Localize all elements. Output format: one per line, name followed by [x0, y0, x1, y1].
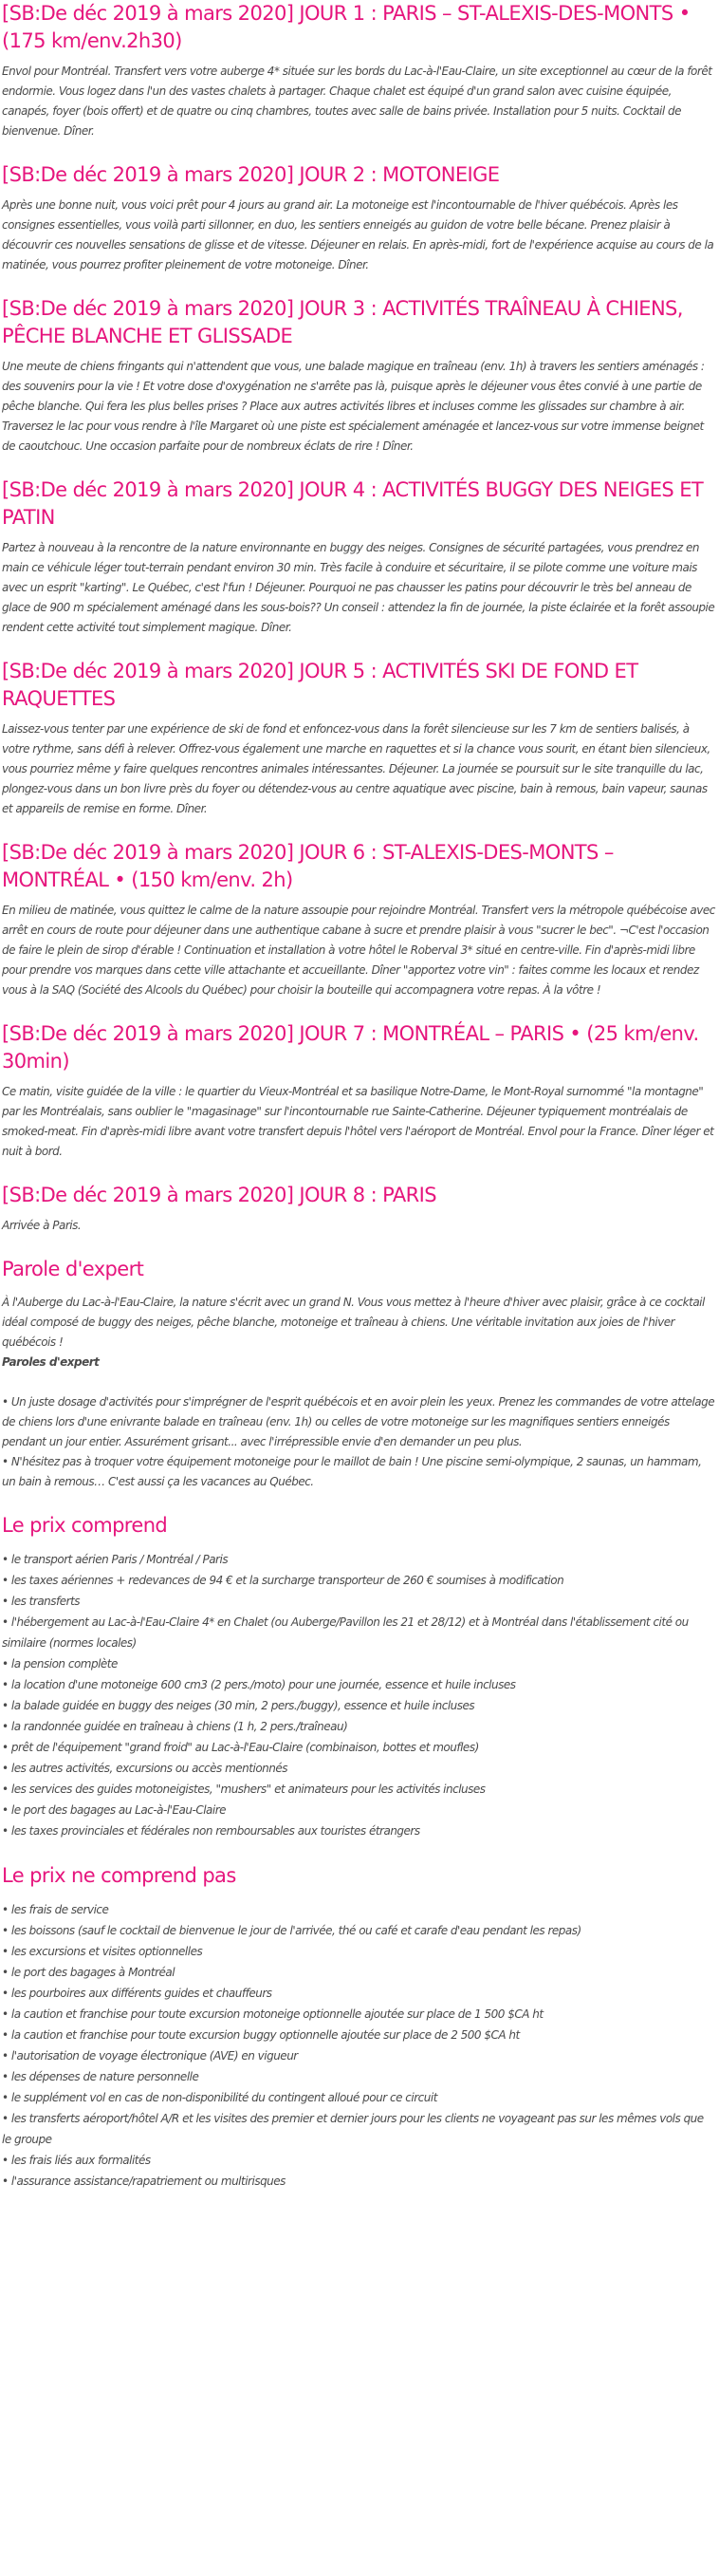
- day-5-text: Laissez-vous tenter par une expérience de ski de fond et enfoncez-vous dans la forêt silencieuse sur les 7 km de sentiers balisés, à votre rythme, sans défi à relever. Offrez-vous également une marche en raquettes et si la chance vous sourit, en étant bien silencieux, vous pourriez même y faire quelques rencontres animales intéressantes. Déjeuner. La journée se poursuit sur le site tranquille du lac, plongez-vous dans un bon livre près du foyer ou détendez-vous au centre aquatique avec piscine, bain à remous, bain vapeur, saunas et appareils de remise en forme. Dîner.: [2, 722, 710, 815]
- included-item: • les taxes provinciales et fédérales non remboursables aux touristes étrangers: [2, 1824, 420, 1838]
- day-3-text: Une meute de chiens fringants qui n'attendent que vous, une balade magique en traîneau (env. 1h) à travers les sentiers aménagés : des souvenirs pour la vie ! Et votre dose d'oxygénation ne s'arrête pas là, puisque après le déjeuner vous êtes convié à une partie de pêche blanche. Qui fera les plus belles prises ? Place aux autres activités libres et incluses comme les glissades sur chambre à air. Traversez le lac pour vous rendre à l'île Margaret où une piste est spécialement aménagée et lancez-vous sur votre immense beignet de caoutchouc. Une occasion parfaite pour de nombreux éclats de rire ! Dîner.: [2, 360, 705, 453]
- excluded-item: • le port des bagages à Montréal: [2, 1966, 175, 1979]
- excluded-item: • les transferts aéroport/hôtel A/R et les visites des premier et dernier jours pour les clients ne voyageant pas sur les mêmes vols que le groupe: [2, 2112, 704, 2146]
- excluded-item: • les frais liés aux formalités: [2, 2154, 151, 2167]
- expert-intro: À l'Auberge du Lac-à-l'Eau-Claire, la nature s'écrit avec un grand N. Vous vous mettez à l'heure d'hiver avec plaisir, grâce à ce cocktail idéal composé de buggy des neiges, pêche blanche, motoneige et traîneau à chiens. Une véritable invitation aux joies de l'hiver québécois !: [2, 1296, 705, 1349]
- day-6-text: En milieu de matinée, vous quittez le calme de la nature assoupie pour rejoindre Montréal. Transfert vers la métropole québécoise avec arrêt en cours de route pour déjeuner dans une authentique cabane à sucre et prendre plaisir à vous "sucrer le bec". ¬C'est l'occasion de faire le plein de sirop d'érable ! Continuation et installation à votre hôtel le Roberval 3* situé en centre-ville. Fin d'après-midi libre pour prendre vos marques dans cette ville attachante et accueillante. Dîner "apportez votre vin" : faites comme les locaux et rendez vous à la SAQ (Société des Alcools du Québec) pour choisir la bouteille qui accompagnera votre repas. À la vôtre !: [2, 904, 715, 997]
- day-4-title: [SB:De déc 2019 à mars 2020] JOUR 4 : ACTIVITÉS BUGGY DES NEIGES ET PATIN: [2, 478, 704, 529]
- expert-spacer: [2, 1372, 715, 1392]
- day-7-text: Ce matin, visite guidée de la ville : le quartier du Vieux-Montréal et sa basilique Notre-Dame, le Mont-Royal surnommé "la montagne" par les Montréalais, sans oublier le "magasinage" sur l'incontournable rue Sainte-Catherine. Déjeuner typiquement montréalais de smoked-meat. Fin d'après-midi libre avant votre transfert depuis l'hôtel vers l'aéroport de Montréal. Envol pour la France. Dîner léger et nuit à bord.: [2, 1085, 714, 1158]
- excluded-item: • l'assurance assistance/rapatriement ou multirisques: [2, 2175, 286, 2188]
- included-item: • l'hébergement au Lac-à-l'Eau-Claire 4* en Chalet (ou Auberge/Pavillon les 21 et 28/12) et à Montréal dans l'établissement cité ou similaire (normes locales): [2, 1615, 689, 1650]
- included-section: [2, 1512, 715, 1841]
- excluded-item: • la caution et franchise pour toute excursion motoneige optionnelle ajoutée sur place de 1 500 $CA ht: [2, 2007, 544, 2021]
- day-5: [2, 658, 715, 819]
- day-8-title: [SB:De déc 2019 à mars 2020] JOUR 8 : PARIS: [2, 1184, 436, 1206]
- excluded-title: Le prix ne comprend pas: [2, 1864, 236, 1887]
- excluded-section: [2, 1862, 715, 2192]
- day-4: [2, 476, 715, 638]
- excluded-item: • les boissons (sauf le cocktail de bienvenue le jour de l'arrivée, thé ou café et carafe d'eau pendant les repas): [2, 1924, 581, 1937]
- day-4-text: Partez à nouveau à la rencontre de la nature environnante en buggy des neiges. Consignes de sécurité partagées, vous prendrez en main ce véhicule léger tout-terrain pendant environ 30 min. Très facile à conduire et sécuritaire, il se pilote comme une voiture mais avec un esprit "karting". Le Québec, c'est l'fun ! Déjeuner. Pourquoi ne pas chausser les patins pour découvrir le très bel anneau de glace de 900 m spécialement aménagé dans les sous-bois?? Un conseil : attendez la fin de journée, la piste éclairée et la forêt assoupie rendent cette activité tout simplement magique. Dîner.: [2, 541, 715, 634]
- expert-point-1: • Un juste dosage d'activités pour s'imprégner de l'esprit québécois et en avoir plein les yeux. Prenez les commandes de votre attelage de chiens lors d'une enivrante balade en traîneau (env. 1h) ou celles de votre motoneige sur les magnifiques sentiers enneigés pendant un jour entier. Assurément grisant... avec l'irrépressible envie d'en demander un peu plus.: [2, 1395, 715, 1448]
- excluded-item: • le supplément vol en cas de non-disponibilité du contingent alloué pour ce circuit: [2, 2091, 437, 2104]
- excluded-item: • l'autorisation de voyage électronique (AVE) en vigueur: [2, 2049, 298, 2063]
- expert-label: Paroles d'expert: [2, 1355, 100, 1369]
- included-item: • la balade guidée en buggy des neiges (30 min, 2 pers./buggy), essence et huile incluses: [2, 1699, 475, 1712]
- day-5-title: [SB:De déc 2019 à mars 2020] JOUR 5 : ACTIVITÉS SKI DE FOND ET RAQUETTES: [2, 660, 638, 710]
- included-item: • les transferts: [2, 1595, 81, 1608]
- day-6-title: [SB:De déc 2019 à mars 2020] JOUR 6 : ST-ALEXIS-DES-MONTS – MONTRÉAL • (150 km/env. 2h): [2, 841, 614, 891]
- expert-point-2: • N'hésitez pas à troquer votre équipement motoneige pour le maillot de bain ! Une piscine semi-olympique, 2 saunas, un hammam, un bain à remous… C'est aussi ça les vacances au Québec.: [2, 1455, 702, 1488]
- day-1-title: [SB:De déc 2019 à mars 2020] JOUR 1 : PARIS – ST-ALEXIS-DES-MONTS • (175 km/env.2h30): [2, 2, 691, 52]
- day-2-text: Après une bonne nuit, vous voici prêt pour 4 jours au grand air. La motoneige est l'incontournable de l'hiver québécois. Après les consignes essentielles, vous voilà parti sillonner, en duo, les sentiers enneigés au guidon de votre belle bécane. Prenez plaisir à découvrir ces nouvelles sensations de glisse et de vitesse. Déjeuner en relais. En après-midi, fort de l'expérience acquise au cours de la matinée, vous pourrez profiter pleinement de votre motoneige. Dîner.: [2, 198, 714, 271]
- included-item: • les services des guides motoneigistes, "mushers" et animateurs pour les activités incluses: [2, 1783, 486, 1796]
- day-8-text: Arrivée à Paris.: [2, 1219, 82, 1232]
- day-2: [2, 161, 715, 275]
- day-3-title: [SB:De déc 2019 à mars 2020] JOUR 3 : ACTIVITÉS TRAÎNEAU À CHIENS, PÊCHE BLANCHE ET GLISSADE: [2, 297, 683, 347]
- day-1-text: Envol pour Montréal. Transfert vers votre auberge 4* située sur les bords du Lac-à-l'Eau-Claire, un site exceptionnel au cœur de la forêt endormie. Vous logez dans l'un des vastes chalets à partager. Chaque chalet est équipé d'un grand salon avec cuisine équipée, canapés, foyer (bois offert) et de quatre ou cinq chambres, toutes avec salle de bains privée. Installation pour 5 nuits. Cocktail de bienvenue. Dîner.: [2, 65, 712, 138]
- included-item: • la randonnée guidée en traîneau à chiens (1 h, 2 pers./traîneau): [2, 1720, 348, 1733]
- included-item: • le port des bagages au Lac-à-l'Eau-Claire: [2, 1803, 227, 1817]
- day-2-title: [SB:De déc 2019 à mars 2020] JOUR 2 : MOTONEIGE: [2, 163, 500, 186]
- day-7-title: [SB:De déc 2019 à mars 2020] JOUR 7 : MONTRÉAL – PARIS • (25 km/env. 30min): [2, 1022, 699, 1073]
- included-item: • la pension complète: [2, 1657, 118, 1671]
- day-6: [2, 839, 715, 1000]
- included-list: [2, 1549, 715, 1841]
- day-8: [2, 1182, 715, 1236]
- included-item: • prêt de l'équipement "grand froid" au Lac-à-l'Eau-Claire (combinaison, bottes et moufles): [2, 1741, 479, 1754]
- excluded-item: • les frais de service: [2, 1903, 109, 1916]
- excluded-item: • les dépenses de nature personnelle: [2, 2070, 199, 2083]
- included-item: • les autres activités, excursions ou accès mentionnés: [2, 1762, 288, 1775]
- included-item: • le transport aérien Paris / Montréal / Paris: [2, 1553, 229, 1566]
- included-item: • la location d'une motoneige 600 cm3 (2 pers./moto) pour une journée, essence et huile incluses: [2, 1678, 516, 1691]
- day-7: [2, 1020, 715, 1162]
- expert-section: [2, 1256, 715, 1492]
- included-title: Le prix comprend: [2, 1514, 168, 1537]
- excluded-item: • les excursions et visites optionnelles: [2, 1945, 203, 1958]
- day-3: [2, 295, 715, 457]
- included-item: • les taxes aériennes + redevances de 94 € et la surcharge transporteur de 260 € soumises à modification: [2, 1574, 564, 1587]
- excluded-item: • la caution et franchise pour toute excursion buggy optionnelle ajoutée sur place de 2 500 $CA ht: [2, 2028, 520, 2042]
- excluded-list: [2, 1899, 715, 2192]
- excluded-item: • les pourboires aux différents guides et chauffeurs: [2, 1987, 272, 2000]
- expert-title: Parole d'expert: [2, 1258, 144, 1280]
- day-1: [2, 0, 715, 141]
